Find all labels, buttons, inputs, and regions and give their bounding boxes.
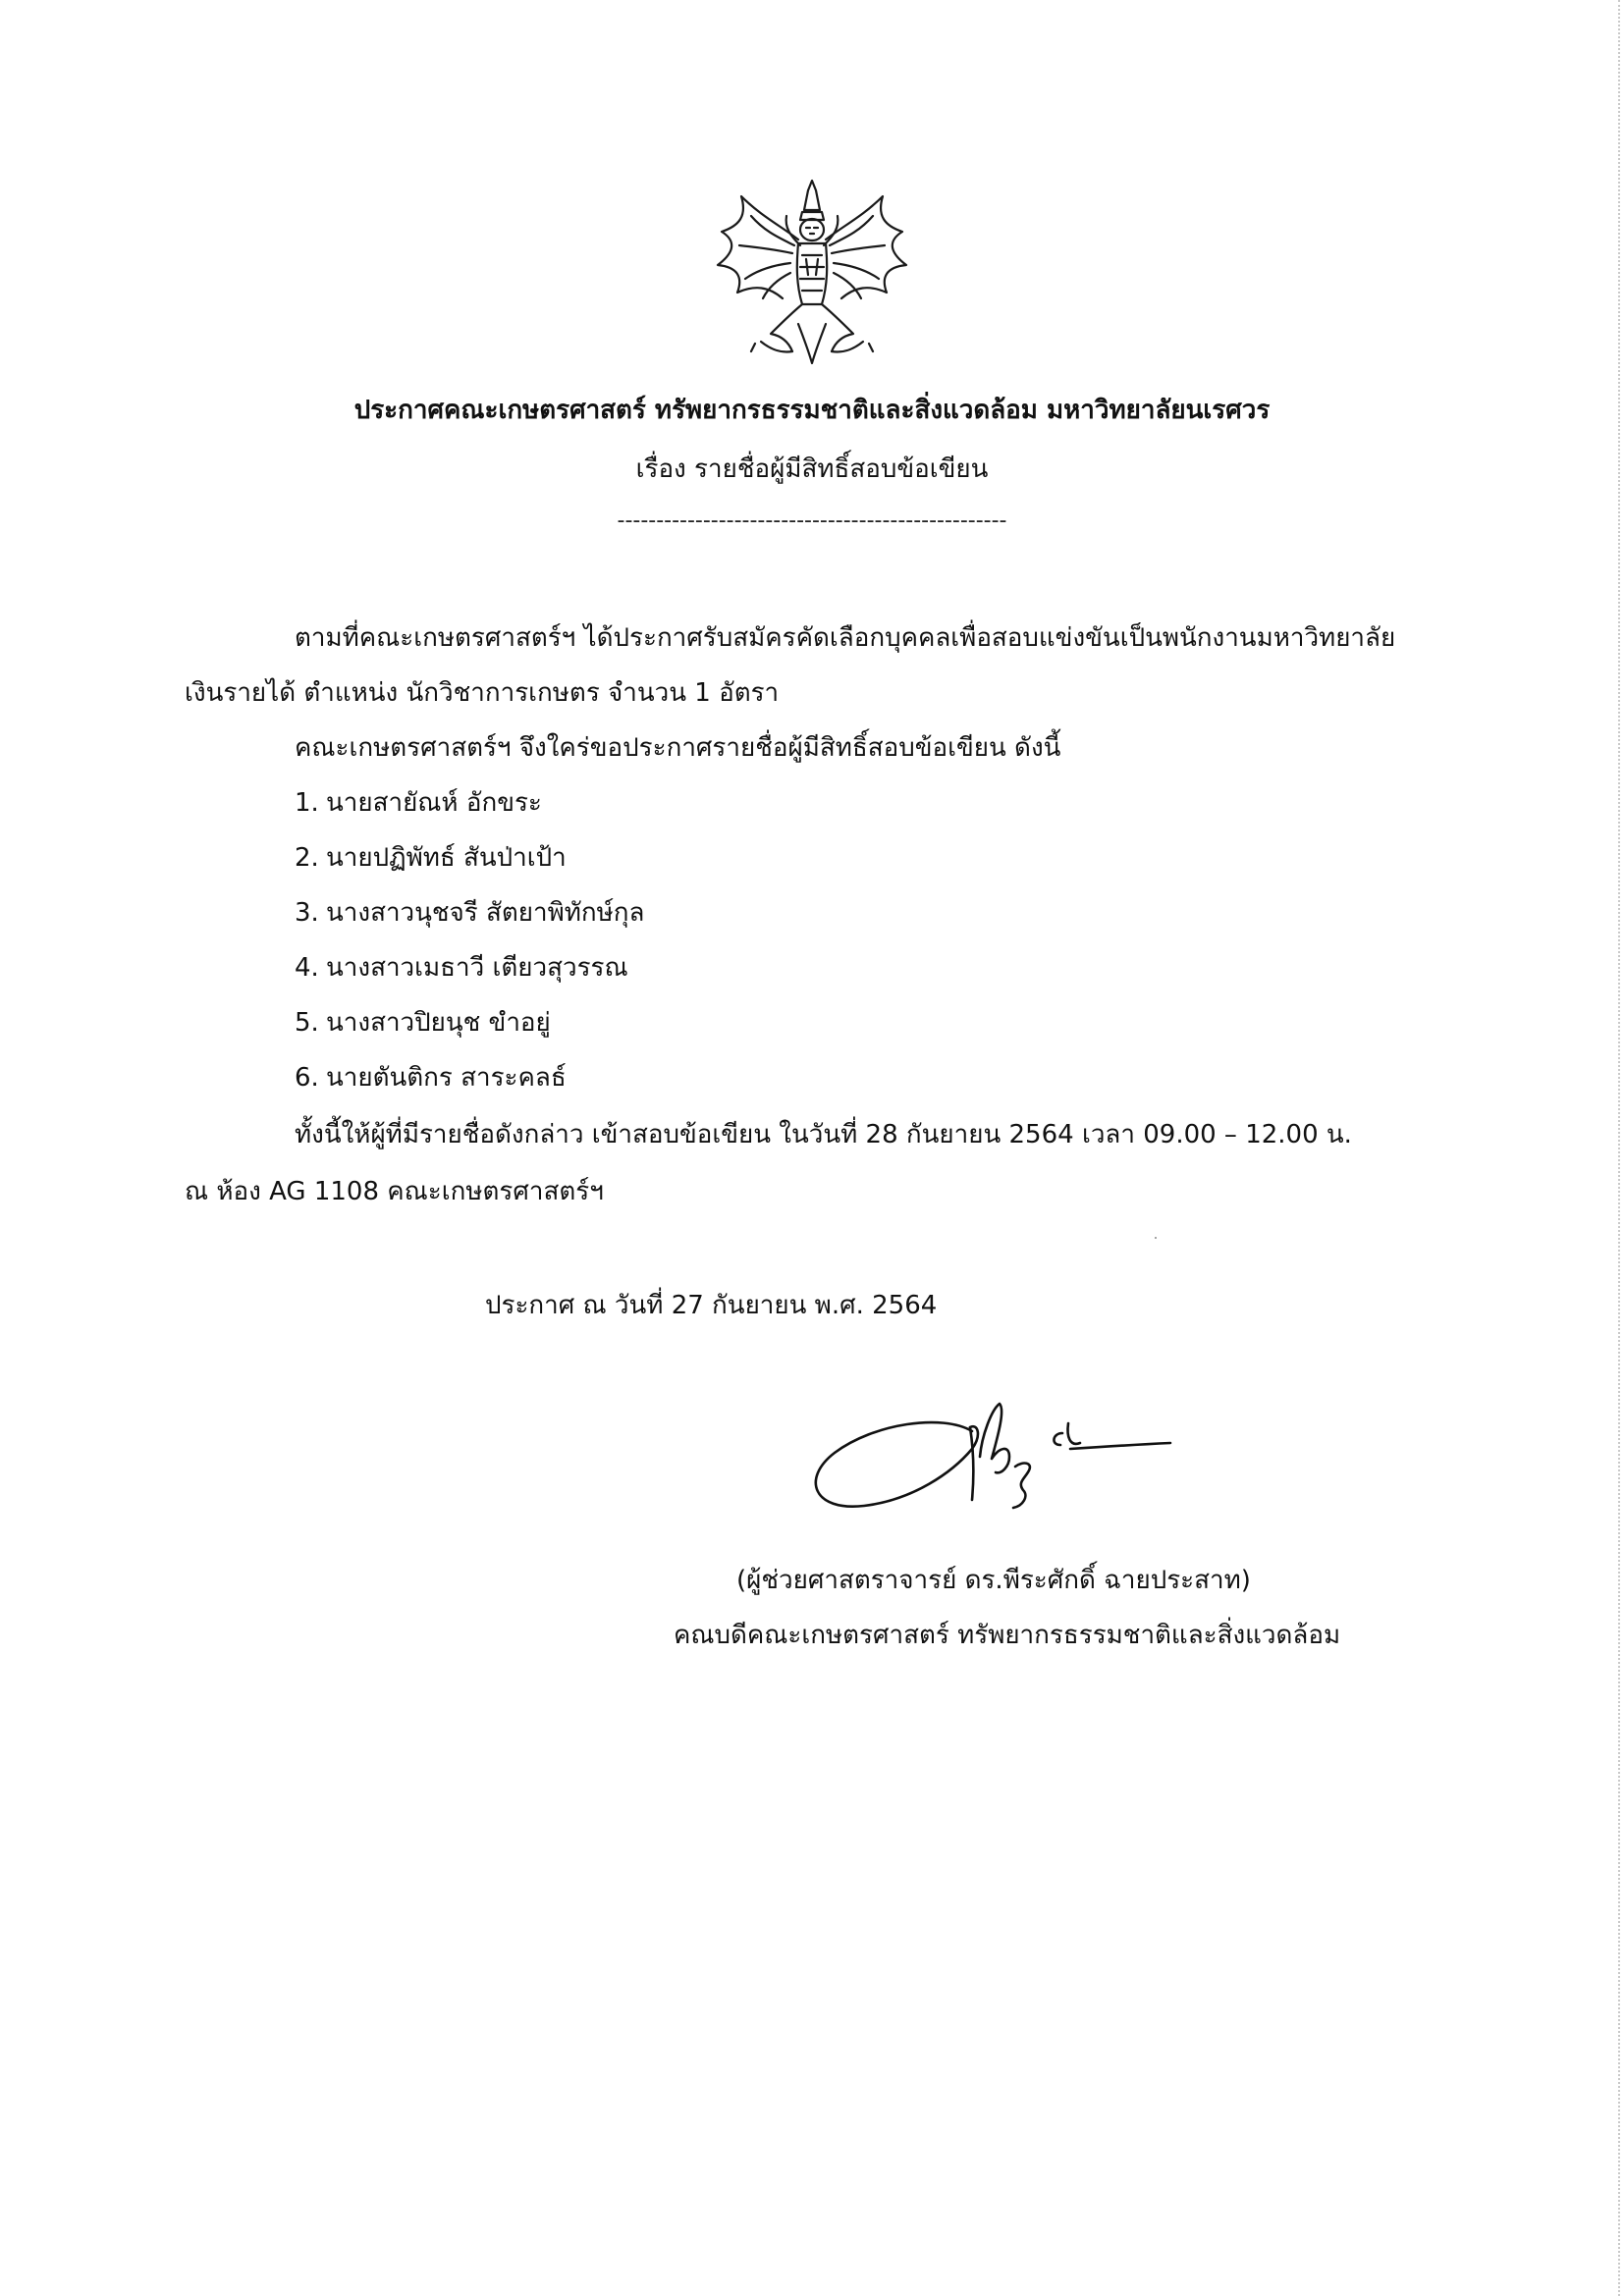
signer-name: (ผู้ช่วยศาสตราจารย์ ดร.พีระศักดิ์ ฉายประสาท) [736,1566,1251,1595]
garuda-emblem-icon [712,177,913,373]
signer-title: คณบดีคณะเกษตรศาสตร์ ทรัพยากรธรรมชาติและสิ่งแวดล้อม [674,1621,1341,1650]
list-number: 6. [295,1063,319,1093]
candidate-name: นางสาวนุชจรี สัตยาพิทักษ์กุล [326,898,645,928]
list-number: 2. [295,843,319,873]
body-paragraph-1-line-2: เงินรายได้ ตำแหน่ง นักวิชาการเกษตร จำนวน 1 อัตรา [185,678,780,708]
list-item [295,950,644,1005]
list-item [295,840,644,895]
candidate-list [295,785,644,1115]
candidate-name: นายสายัณห์ อักขระ [326,788,542,818]
body-paragraph-2: คณะเกษตรศาสตร์ฯ จึงใคร่ขอประกาศรายชื่อผู้มีสิทธิ์สอบข้อเขียน ดังนี้ [295,733,1061,763]
list-number: 1. [295,788,319,818]
announcement-dateline: ประกาศ ณ วันที่ 27 กันยายน พ.ศ. 2564 [485,1291,938,1320]
candidate-name: นางสาวเมธาวี เตียวสุวรรณ [326,953,628,983]
candidate-name: นายปฏิพัทธ์ สันป่าเป้า [326,843,567,873]
separator-line: -------------------------------------------------- [617,508,1007,533]
scan-speck [1155,1237,1157,1239]
announcement-title: ประกาศคณะเกษตรศาสตร์ ทรัพยากรธรรมชาติและสิ่งแวดล้อม มหาวิทยาลัยนเรศวร [353,396,1271,425]
body-paragraph-3-line-2: ณ ห้อง AG 1108 คณะเกษตรศาสตร์ฯ [185,1177,604,1206]
candidate-name: นางสาวปิยนุช ขำอยู่ [326,1008,551,1038]
list-item [295,895,644,950]
list-item [295,1005,644,1060]
list-item [295,1060,644,1115]
list-number: 3. [295,898,319,928]
page-edge-dotted-border [1618,0,1620,2296]
body-paragraph-3-line-1: ทั้งนี้ให้ผู้ที่มีรายชื่อดังกล่าว เข้าสอบข้อเขียน ในวันที่ 28 กันยายน 2564 เวลา 09.00 – 12.00 น. [295,1120,1352,1149]
candidate-name: นายตันติกร สาระคลธ์ [326,1063,567,1093]
list-item [295,785,644,840]
body-paragraph-1-line-1: ตามที่คณะเกษตรศาสตร์ฯ ได้ประกาศรับสมัครคัดเลือกบุคคลเพื่อสอบแข่งขันเป็นพนักงานมหาวิทยาลัย [295,623,1396,653]
announcement-subject: เรื่อง รายชื่อผู้มีสิทธิ์สอบข้อเขียน [635,454,989,484]
list-number: 4. [295,953,319,983]
list-number: 5. [295,1008,319,1038]
handwritten-signature-icon [805,1384,1188,1531]
